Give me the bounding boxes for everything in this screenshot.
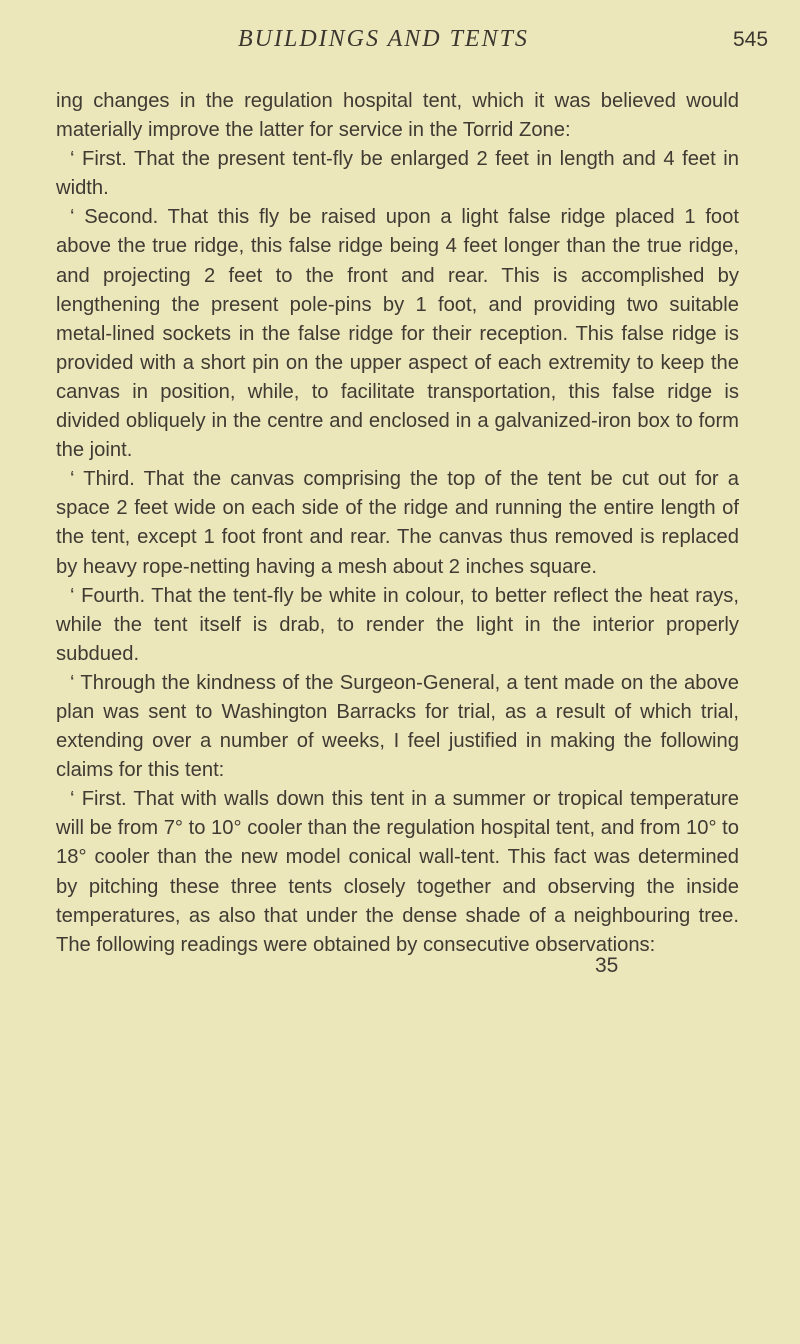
paragraph: ‘ Fourth. That the tent-fly be white in colour, to better reflect the heat rays, while the tent itself is drab, to render the light in the interior properly subdued. [56, 584, 739, 665]
signature-mark: 35 [595, 954, 619, 977]
running-title: BUILDINGS AND TENTS [238, 26, 529, 52]
paragraph: ‘ Second. That this fly be raised upon a light false ridge placed 1 foot above the true ridge, this false ridge being 4 feet longer than the true ridge, and projecting 2 feet to the front and rear. This is accomplished by lengthening the present pole-pins by 1 foot, and providing two suitable metal-lined sockets in the false ridge for their reception. This false ridge is provided with a short pin on the upper aspect of each extremity to keep the canvas in position, while, to facilitate transportation, this false ridge is divided obliquely in the centre and enclosed in a galvanized-iron box to form the joint. [56, 206, 739, 462]
paragraph: ‘ Through the kindness of the Surgeon-General, a tent made on the above plan was sent to Washington Barracks for trial, as a result of which trial, extending over a number of weeks, I feel justified in making the following claims for this tent: [56, 671, 739, 782]
paragraph: ‘ First. That the present tent-fly be enlarged 2 feet in length and 4 feet in width. [56, 148, 739, 200]
paragraph: ‘ Third. That the canvas comprising the top of the tent be cut out for a space 2 feet wide on each side of the ridge and running the entire length of the tent, except 1 foot front and rear. The canvas thus removed is replaced by heavy rope-netting having a mesh about 2 inches square. [56, 468, 739, 578]
paragraph: ing changes in the regulation hospital tent, which it was believed would materially improve the latter for service in the Torrid Zone: [56, 90, 739, 142]
body-text [56, 87, 739, 960]
page-number: 545 [733, 28, 769, 51]
paragraph: ‘ First. That with walls down this tent in a summer or tropical temperature will be from 7° to 10° cooler than the regulation hospital tent, and from 10° to 18° cooler than the new model conical wall-tent. This fact was determined by pitching these three tents closely together and observing the inside temperatures, as also that under the dense shade of a neighbouring tree. The following readings were obtained by consecutive observations: [56, 788, 739, 956]
page-header [0, 12, 800, 52]
